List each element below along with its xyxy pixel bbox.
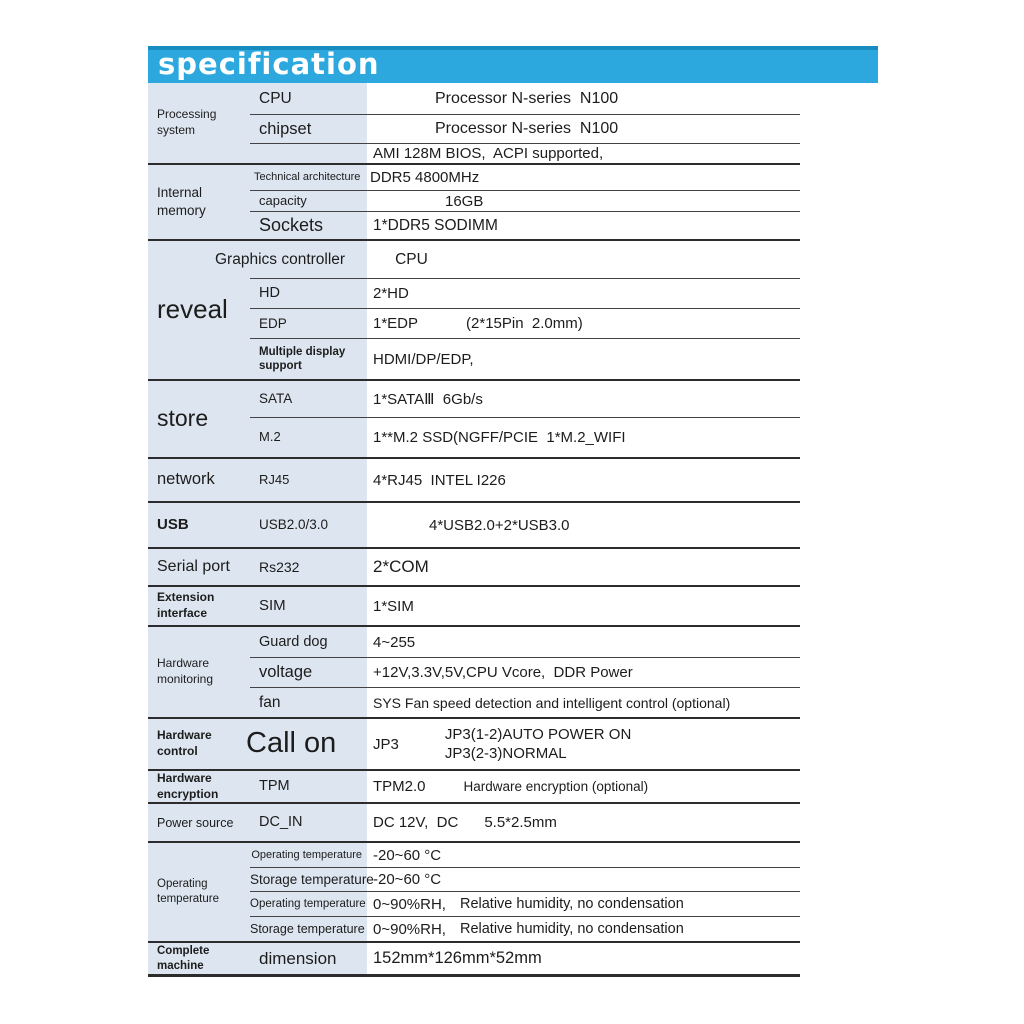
table-row — [250, 339, 800, 379]
spec-label: Graphics controller — [215, 250, 346, 268]
spec-table — [148, 83, 800, 977]
table-row — [250, 804, 800, 841]
table-row — [250, 587, 800, 625]
spec-value: 0~90%RH, Relative humidity, no condensation — [373, 895, 684, 913]
spec-value: SYS Fan speed detection and intelligent control (optional) — [373, 694, 731, 711]
table-row — [215, 241, 800, 279]
table-row — [250, 279, 800, 309]
spec-value: CPU — [395, 250, 428, 268]
category-label: Serial port — [157, 557, 230, 575]
category-label: reveal — [157, 294, 228, 325]
section-usb — [148, 501, 800, 547]
category-label: Power source — [157, 815, 234, 830]
section-extension-interface — [148, 585, 800, 625]
spec-label: SATA — [259, 391, 293, 407]
category-label: network — [157, 470, 215, 489]
category-label: Internal memory — [157, 185, 206, 218]
category-label: Processing system — [157, 107, 217, 137]
spec-value: 2*HD — [373, 285, 409, 302]
spec-label: USB2.0/3.0 — [259, 517, 329, 533]
spec-value: DDR5 4800MHz — [370, 169, 480, 186]
table-row — [250, 917, 800, 941]
spec-label: Sockets — [259, 215, 324, 236]
spec-value: 1*DDR5 SODIMM — [373, 216, 498, 234]
table-row — [250, 943, 800, 974]
category-label: Complete machine — [157, 944, 210, 972]
spec-label: Call on — [246, 727, 337, 760]
table-row — [250, 771, 800, 802]
spec-label: CPU — [259, 89, 292, 107]
spec-label: Operating temperature — [250, 897, 366, 910]
section-store — [148, 379, 800, 457]
spec-label: fan — [259, 693, 281, 711]
table-row — [250, 144, 800, 163]
section-reveal — [148, 239, 800, 379]
spec-value: AMI 128M BIOS, ACPI supported, — [373, 145, 604, 162]
spec-label: M.2 — [259, 429, 281, 445]
spec-value: 4~255 — [373, 633, 416, 651]
spec-value: 152mm*126mm*52mm — [373, 949, 542, 968]
spec-label: Technical architecture — [254, 171, 361, 184]
spec-label: EDP — [259, 315, 287, 331]
spec-label: TPM — [259, 778, 290, 795]
spec-label: dimension — [259, 948, 337, 968]
spec-label: Multiple display support — [259, 345, 346, 372]
section-hardware-encryption — [148, 769, 800, 802]
table-row — [250, 503, 800, 547]
spec-label: Rs232 — [259, 558, 300, 575]
category-label: Hardware monitoring — [157, 656, 214, 686]
spec-value: 1*EDP (2*15Pin 2.0mm) — [373, 315, 583, 332]
table-row — [250, 191, 800, 212]
section-network — [148, 457, 800, 501]
spec-label: Storage temperature — [250, 922, 365, 936]
table-row — [250, 212, 800, 239]
table-row — [250, 868, 800, 892]
spec-value: 4*RJ45 INTEL I226 — [373, 471, 506, 489]
spec-label: Guard dog — [259, 633, 328, 650]
spec-value: 1*SATAⅢ 6Gb/s — [373, 391, 483, 408]
section-power-source — [148, 802, 800, 841]
spec-label: Storage temperature — [250, 871, 374, 887]
spec-label: capacity — [259, 192, 307, 208]
spec-value: -20~60 °C — [373, 871, 442, 889]
table-row — [250, 381, 800, 418]
section-complete-machine — [148, 941, 800, 974]
category-label: USB — [157, 516, 189, 534]
table-row — [250, 418, 800, 457]
table-row — [246, 719, 800, 769]
spec-label: DC_IN — [259, 814, 303, 831]
page-title: specification — [158, 47, 380, 81]
table-row — [250, 843, 800, 868]
spec-value: Processor N-series N100 — [435, 89, 619, 107]
spec-label: RJ45 — [259, 471, 290, 487]
table-row — [250, 115, 800, 144]
spec-label: HD — [259, 285, 280, 302]
spec-label: chipset — [259, 119, 312, 138]
jumper-settings: JP3(1-2)AUTO POWER ON JP3(2-3)NORMAL — [444, 726, 632, 762]
spec-value: TPM2.0 Hardware encryption (optional) — [373, 778, 649, 795]
spec-value: JP3 JP3(1-2)AUTO POWER ON JP3(2-3)NORMAL — [373, 726, 632, 762]
spec-label: Operating temperature — [251, 848, 362, 861]
spec-value: Processor N-series N100 — [435, 120, 619, 137]
category-label: Extension interface — [157, 590, 215, 620]
table-row — [250, 658, 800, 688]
spec-value: 16GB — [445, 192, 484, 210]
table-row — [250, 309, 800, 339]
section-hardware-control — [148, 717, 800, 769]
category-label: Hardware control — [157, 728, 212, 758]
section-internal-memory — [148, 163, 800, 239]
table-row — [250, 892, 800, 917]
section-hardware-monitoring — [148, 625, 800, 717]
title-banner — [148, 46, 878, 83]
spec-value: 0~90%RH, Relative humidity, no condensation — [373, 920, 684, 938]
section-processing-system — [148, 83, 800, 163]
category-label: store — [157, 405, 209, 432]
spec-value: -20~60 °C — [373, 846, 442, 864]
category-label: Operating temperature — [157, 878, 220, 906]
spec-value: 2*COM — [373, 557, 429, 576]
spec-value: DC 12V, DC 5.5*2.5mm — [373, 814, 557, 832]
spec-value: 1*SIM — [373, 597, 414, 615]
spec-value: +12V,3.3V,5V,CPU Vcore, DDR Power — [373, 664, 633, 681]
spec-value: 1**M.2 SSD(NGFF/PCIE 1*M.2_WIFI — [373, 429, 626, 446]
category-label: Hardware encryption — [157, 771, 219, 801]
table-row — [250, 549, 800, 585]
section-serial-port — [148, 547, 800, 585]
table-row — [250, 627, 800, 658]
table-row — [250, 83, 800, 115]
table-row — [250, 165, 800, 191]
spec-label: voltage — [259, 663, 313, 682]
table-row — [250, 459, 800, 501]
spec-value: 4*USB2.0+2*USB3.0 — [429, 516, 570, 534]
section-operating-temperature — [148, 841, 800, 941]
spec-label: SIM — [259, 597, 286, 615]
table-row — [250, 688, 800, 717]
spec-value: HDMI/DP/EDP, — [373, 350, 474, 368]
